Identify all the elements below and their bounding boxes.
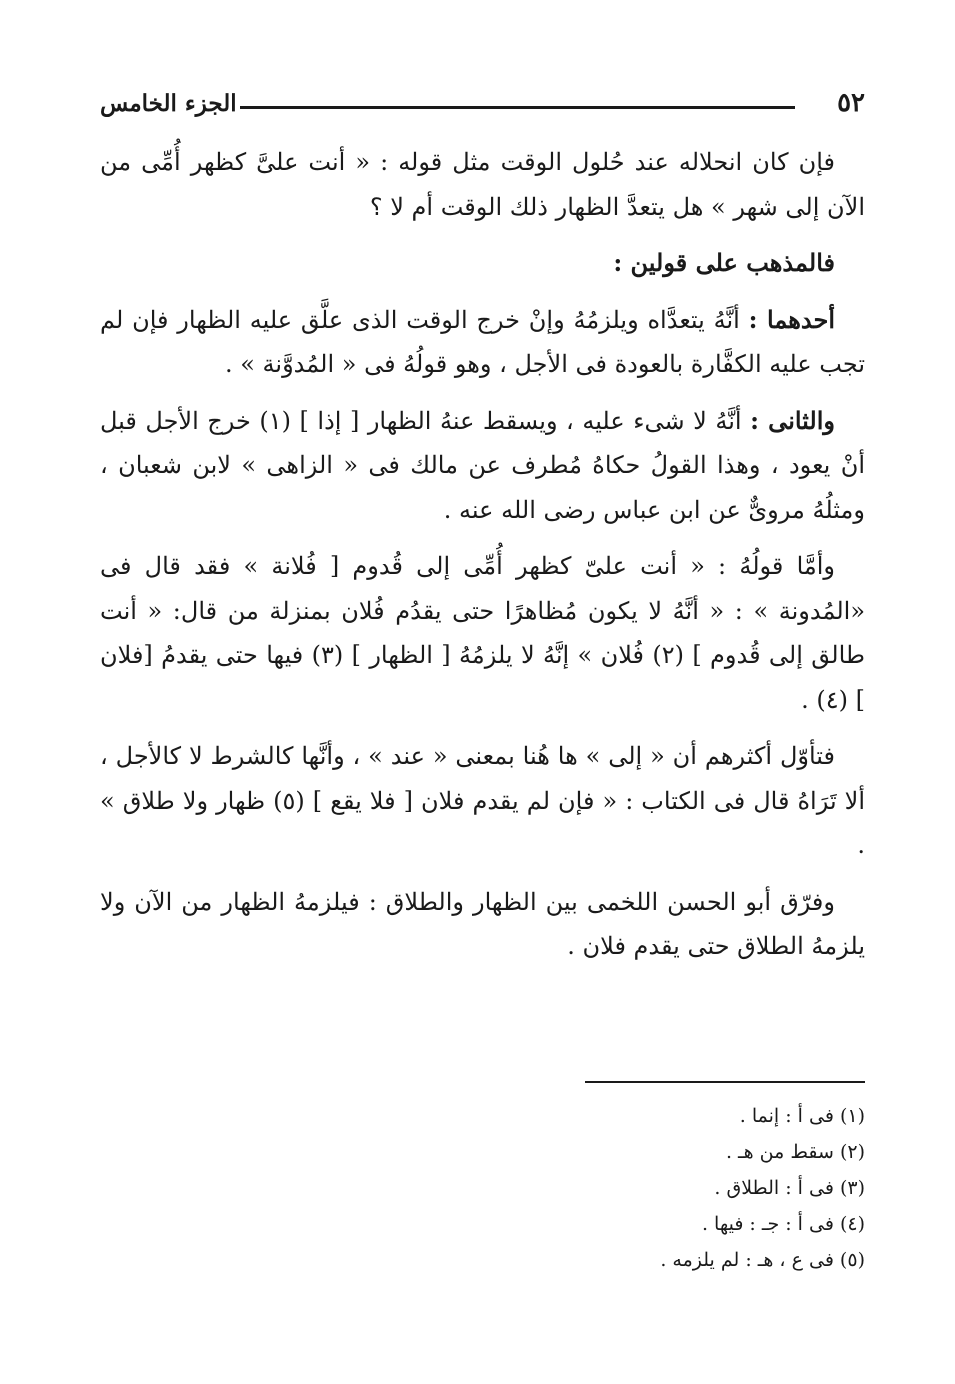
paragraph: [100, 399, 865, 533]
header-rule: [240, 106, 795, 109]
footnote: (١) فى أ : إنما .: [739, 1105, 865, 1127]
footnote: (٣) فى أ : الطلاق .: [714, 1177, 865, 1199]
page-header: [100, 88, 865, 128]
paragraph-text: أنَّهُ لا شىء عليه ، ويسقط عنهُ الظهار [ إذا ] (١) خرج الأجل قبل أنْ يعود ، وهذا القولُ حكاهُ مُطرف عن مالك فى « الزاهى » لابن شعبان ، ومثلُهُ مروىٌّ عن ابن عباس رضى الله عنه .: [100, 406, 865, 524]
footnote: (٢) سقط من هـ .: [725, 1141, 865, 1163]
footnote: (٤) فى أ : جـ : فيها .: [701, 1213, 865, 1235]
paragraph-text: أنَّهُ يتعدَّاه ويلزمُهُ وإنْ خرج الوقت الذى علَّق عليه الظهار فإن لم تجب عليه الكفَّارة بالعودة فى الأجل ، وهو قولُهُ فى « المُدوَّنة » .: [100, 305, 865, 378]
footnote: (٥) فى ع ، هـ : لم يلزمه .: [660, 1249, 865, 1271]
paragraph-lead: أحدهما :: [748, 304, 835, 334]
paragraph: [100, 880, 865, 969]
section-heading: [100, 241, 865, 286]
footnotes: [365, 1098, 865, 1278]
paragraph-text: فإن كان انحلاله عند حُلول الوقت مثل قوله : « أنت علىَّ كظهر أُمِّى من الآن إلى شهر » هل يتعدَّ الظهار ذلك الوقت أم لا ؟: [100, 148, 865, 221]
paragraph-text: وفرّق أبو الحسن اللخمى بين الظهار والطلاق : فيلزمهُ الظهار من الآن ولا يلزمهُ الطلاق حتى يقدم فلان .: [100, 887, 865, 960]
paragraph-text: فالمذهب على قولين :: [613, 248, 835, 277]
paragraph: [100, 734, 865, 868]
main-text: [100, 140, 865, 981]
paragraph: [100, 544, 865, 722]
footnote-divider: [585, 1081, 865, 1083]
paragraph: [100, 140, 865, 229]
paragraph: [100, 298, 865, 387]
paragraph-text: فتأوّل أكثرهم أن « إلى » ها هُنا بمعنى « عند » ، وأنَّها كالشرط لا كالأجل ، ألا تَرَاهُ قال فى الكتاب : « فإن لم يقدم فلان [ فلا يقع ] (٥) ظهار ولا طلاق » .: [100, 742, 866, 859]
running-title: الجزء الخامس: [100, 90, 237, 117]
page-number: ٥٢: [837, 88, 865, 118]
paragraph-text: وأمَّا قولُهُ : « أنت علىّ كظهر أُمِّى إلى قُدوم [ فُلانة » فقد قال فى «المُدونة » : « أنَّهُ لا يكون مُظاهرًا حتى يقدُم فُلان بمنزلة من قال: « أنت طالق إلى قُدوم ] (٢) فُلان » إنَّهُ لا يلزمُهُ [ الظهار ] (٣) فيها حتى يقدمُ [فلان ] (٤) .: [100, 552, 865, 714]
paragraph-lead: والثانى :: [750, 405, 835, 435]
